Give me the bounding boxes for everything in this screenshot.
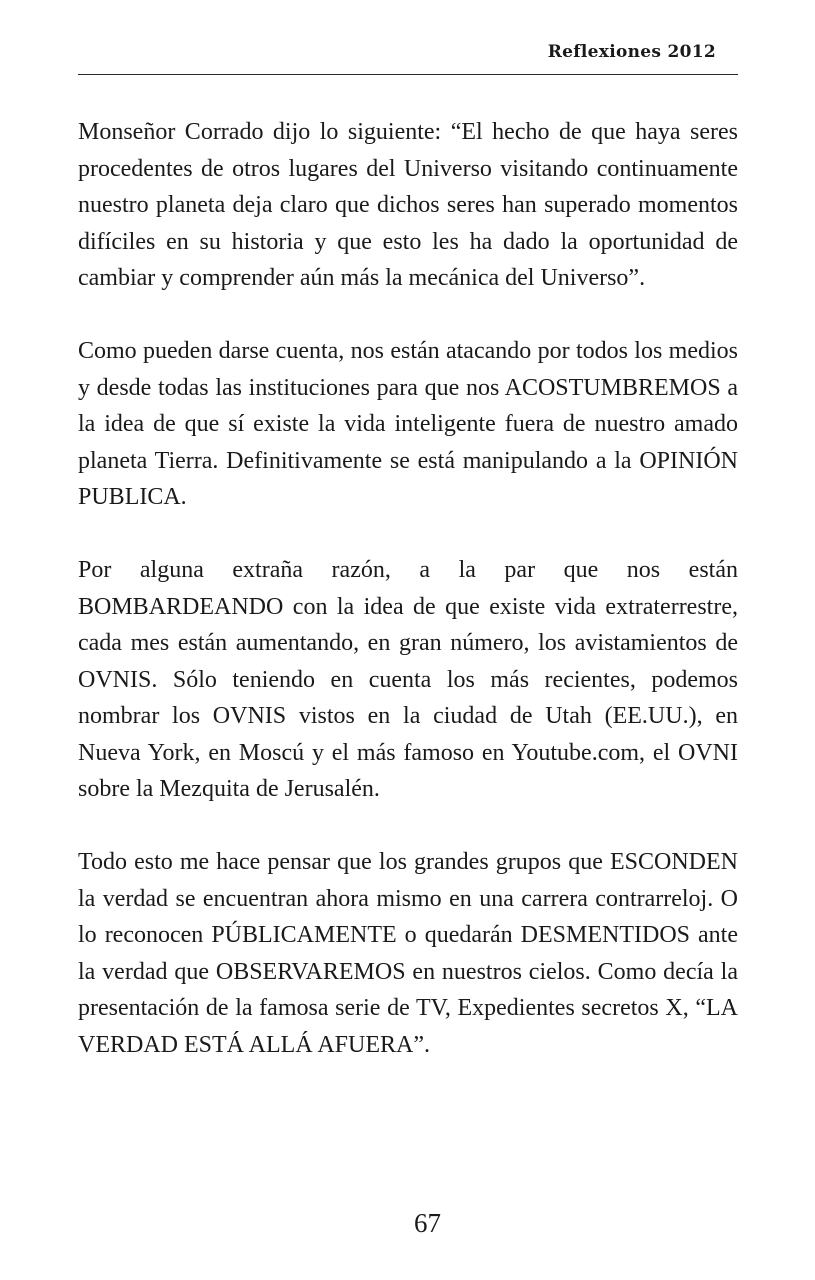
body-text: [78, 114, 738, 1100]
running-title: Reflexiones 2012: [547, 42, 716, 62]
page-number: 67: [414, 1208, 441, 1238]
paragraph-3: Por alguna extraña razón, a la par que nos están BOMBARDEANDO con la idea de que existe vida extraterrestre, cada mes están aumentando, en gran número, los avistamientos de OVNIS. Sólo teniendo en cuenta los más recientes, podemos nombrar los OVNIS vistos en la ciudad de Utah (EE.UU.), en Nueva York, en Moscú y el más famoso en Youtube.com, el OVNI sobre la Mezquita de Jerusalén.: [78, 557, 738, 802]
paragraph-4: Todo esto me hace pensar que los grandes grupos que ESCONDEN la verdad se encuentran ahora mismo en una carrera contrarreloj. O lo reconocen PÚBLICAMENTE o quedarán DESMENTIDOS ante la verdad que OBSERVAREMOS en nuestros cielos. Como decía la presentación de la famosa serie de TV, Expedientes secretos X, “LA VERDAD ESTÁ ALLÁ AFUERA”.: [78, 849, 738, 1058]
running-header: [78, 40, 738, 75]
paragraph-2: Como pueden darse cuenta, nos están atacando por todos los medios y desde todas las instituciones para que nos ACOSTUMBREMOS a la idea de que sí existe la vida inteligente fuera de nuestro amado planeta Tierra. Definitivamente se está manipulando a la OPINIÓN PUBLICA.: [78, 338, 738, 510]
paragraph-1: Monseñor Corrado dijo lo siguiente: “El hecho de que haya seres procedentes de otros lugares del Universo visitando continuamente nuestro planeta deja claro que dichos seres han superado momentos difíciles en su historia y que esto les ha dado la oportunidad de cambiar y comprender aún más la mecánica del Universo”.: [78, 119, 738, 291]
